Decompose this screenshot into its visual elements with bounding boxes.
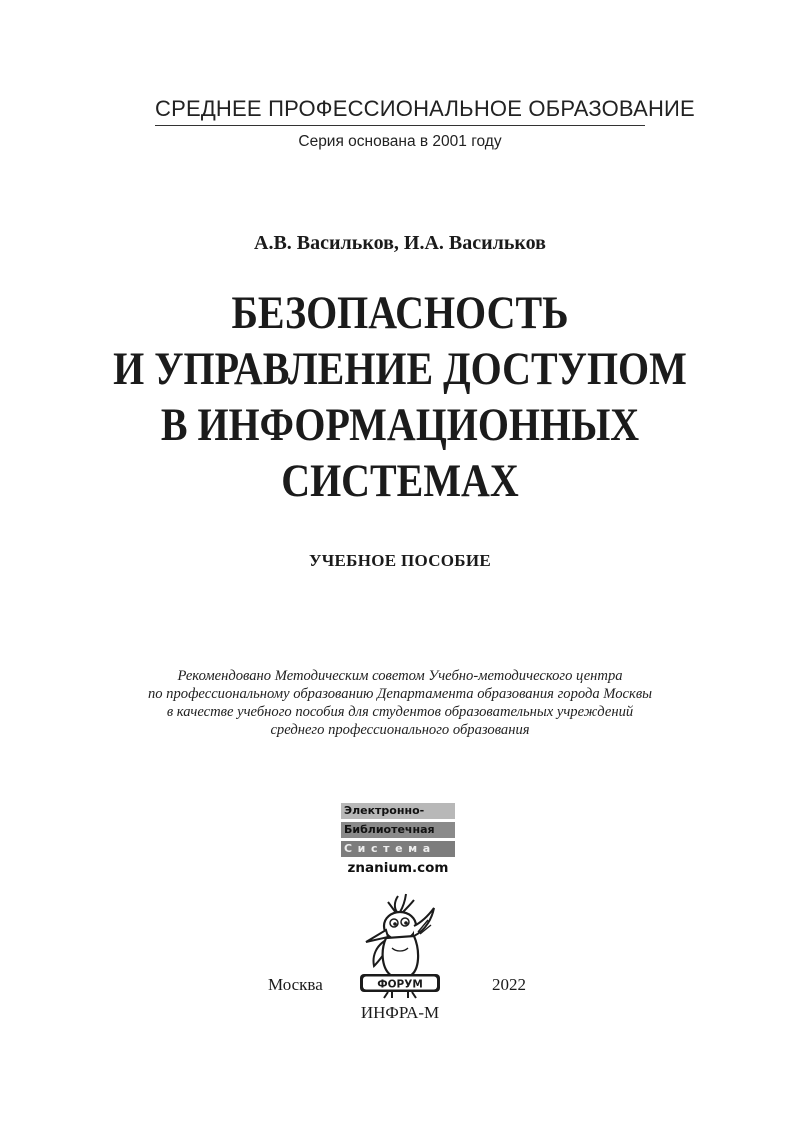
ebs-logo-row: Библиотечная: [341, 822, 455, 838]
book-title-line: СИСТЕМАХ: [281, 455, 519, 507]
authors: А.В. Васильков, И.А. Васильков: [254, 232, 546, 254]
book-title-line: И УПРАВЛЕНИЕ ДОСТУПОМ: [113, 343, 687, 395]
recommendation-line: Рекомендовано Методическим советом Учебно-методического центра: [177, 668, 623, 684]
book-title-line: БЕЗОПАСНОСТЬ: [231, 287, 569, 339]
imprint-city: Москва: [268, 975, 323, 994]
document-type: УЧЕБНОЕ ПОСОБИЕ: [308, 551, 492, 570]
recommendation-note: [80, 667, 720, 739]
book-title: [111, 285, 689, 509]
bird-mascot-icon: [358, 890, 442, 1000]
series-divider: [155, 125, 645, 126]
book-title-line: В ИНФОРМАЦИОННЫХ: [160, 399, 640, 451]
imprint-publisher: ИНФРА-М: [360, 1003, 440, 1022]
recommendation-line: по профессиональному образованию Департамента образования города Москвы: [147, 686, 653, 702]
imprint-year: 2022: [492, 975, 526, 994]
series-title: СРЕДНЕЕ ПРОФЕССИОНАЛЬНОЕ ОБРАЗОВАНИЕ: [155, 96, 695, 121]
ebs-logo-site: znanium.com: [347, 860, 449, 876]
recommendation-line: в качестве учебного пособия для студентов образовательных учреждений: [166, 704, 634, 720]
ebs-logo-row: Система: [341, 841, 455, 857]
series-subtitle: Серия основана в 2001 году: [298, 133, 502, 150]
publisher-logo: [358, 890, 442, 1000]
ebs-logo: [341, 803, 455, 876]
publisher-logo-label: ФОРУМ: [377, 978, 423, 991]
ebs-logo-row: Электронно-: [341, 803, 455, 819]
recommendation-line: среднего профессионального образования: [270, 722, 530, 738]
